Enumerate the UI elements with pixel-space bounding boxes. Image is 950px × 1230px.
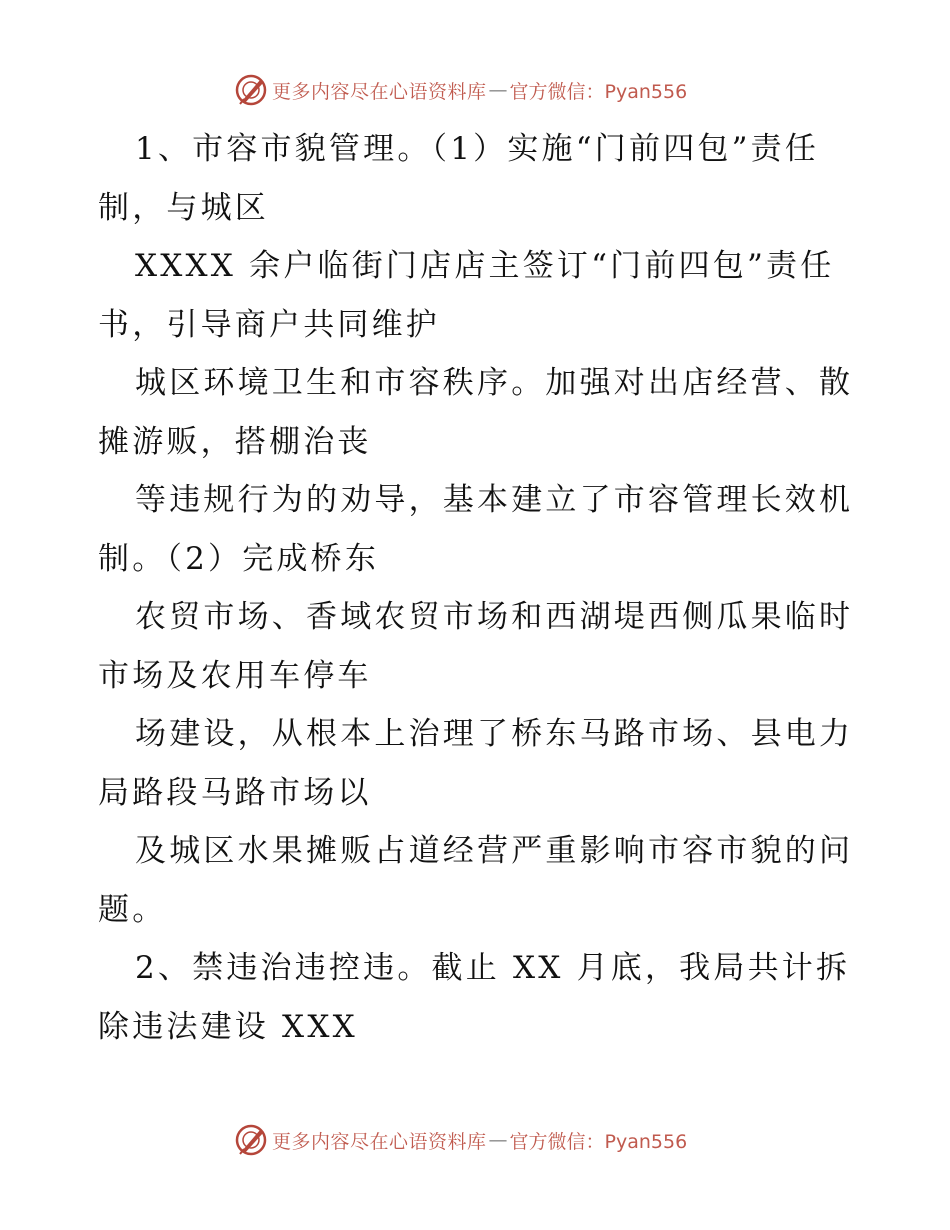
text-line: 制，与城区 (98, 189, 269, 226)
text-line: 城区环境卫生和市容秩序。加强对出店经营、散 (135, 365, 854, 401)
text-line: 及城区水果摊贩占道经营严重影响市容市貌的问 (135, 833, 854, 869)
text-line: 局路段马路市场以 (98, 774, 372, 811)
banner-text: 更多内容尽在心语资料库 (272, 80, 487, 103)
banner-text: 更多内容尽在心语资料库 (272, 1130, 487, 1153)
banner-contact: 官方微信：Pyan556 (509, 80, 688, 103)
text-line: XXXX 余户临街门店店主签订“门前四包”责任 (135, 248, 835, 284)
header-watermark-banner (234, 72, 687, 108)
text-line: 场建设，从根本上治理了桥东马路市场、县电力 (135, 716, 854, 752)
banner-dash: — (488, 79, 508, 101)
banner-dash: — (488, 1129, 508, 1151)
document-body (98, 120, 858, 1056)
text-line: 市场及农用车停车 (98, 657, 372, 694)
text-line: 书，引导商户共同维护 (98, 306, 440, 343)
text-line: 制。（2）完成桥东 (98, 540, 380, 577)
text-line: 1、市容市貌管理。（1）实施“门前四包”责任 (135, 131, 820, 167)
quill-logo-icon (234, 1123, 268, 1157)
text-line: 除违法建设 XXX (98, 1008, 358, 1045)
text-line: 等违规行为的劝导，基本建立了市容管理长效机 (135, 482, 854, 518)
text-line: 题。 (98, 891, 167, 928)
footer-watermark-banner (234, 1122, 687, 1158)
banner-contact: 官方微信：Pyan556 (509, 1130, 688, 1153)
text-line: 摊游贩，搭棚治丧 (98, 423, 372, 460)
quill-logo-icon (234, 73, 268, 107)
text-line: 2、禁违治违控违。截止 XX 月底，我局共计拆 (135, 950, 851, 986)
text-line: 农贸市场、香域农贸市场和西湖堤西侧瓜果临时 (135, 599, 854, 635)
